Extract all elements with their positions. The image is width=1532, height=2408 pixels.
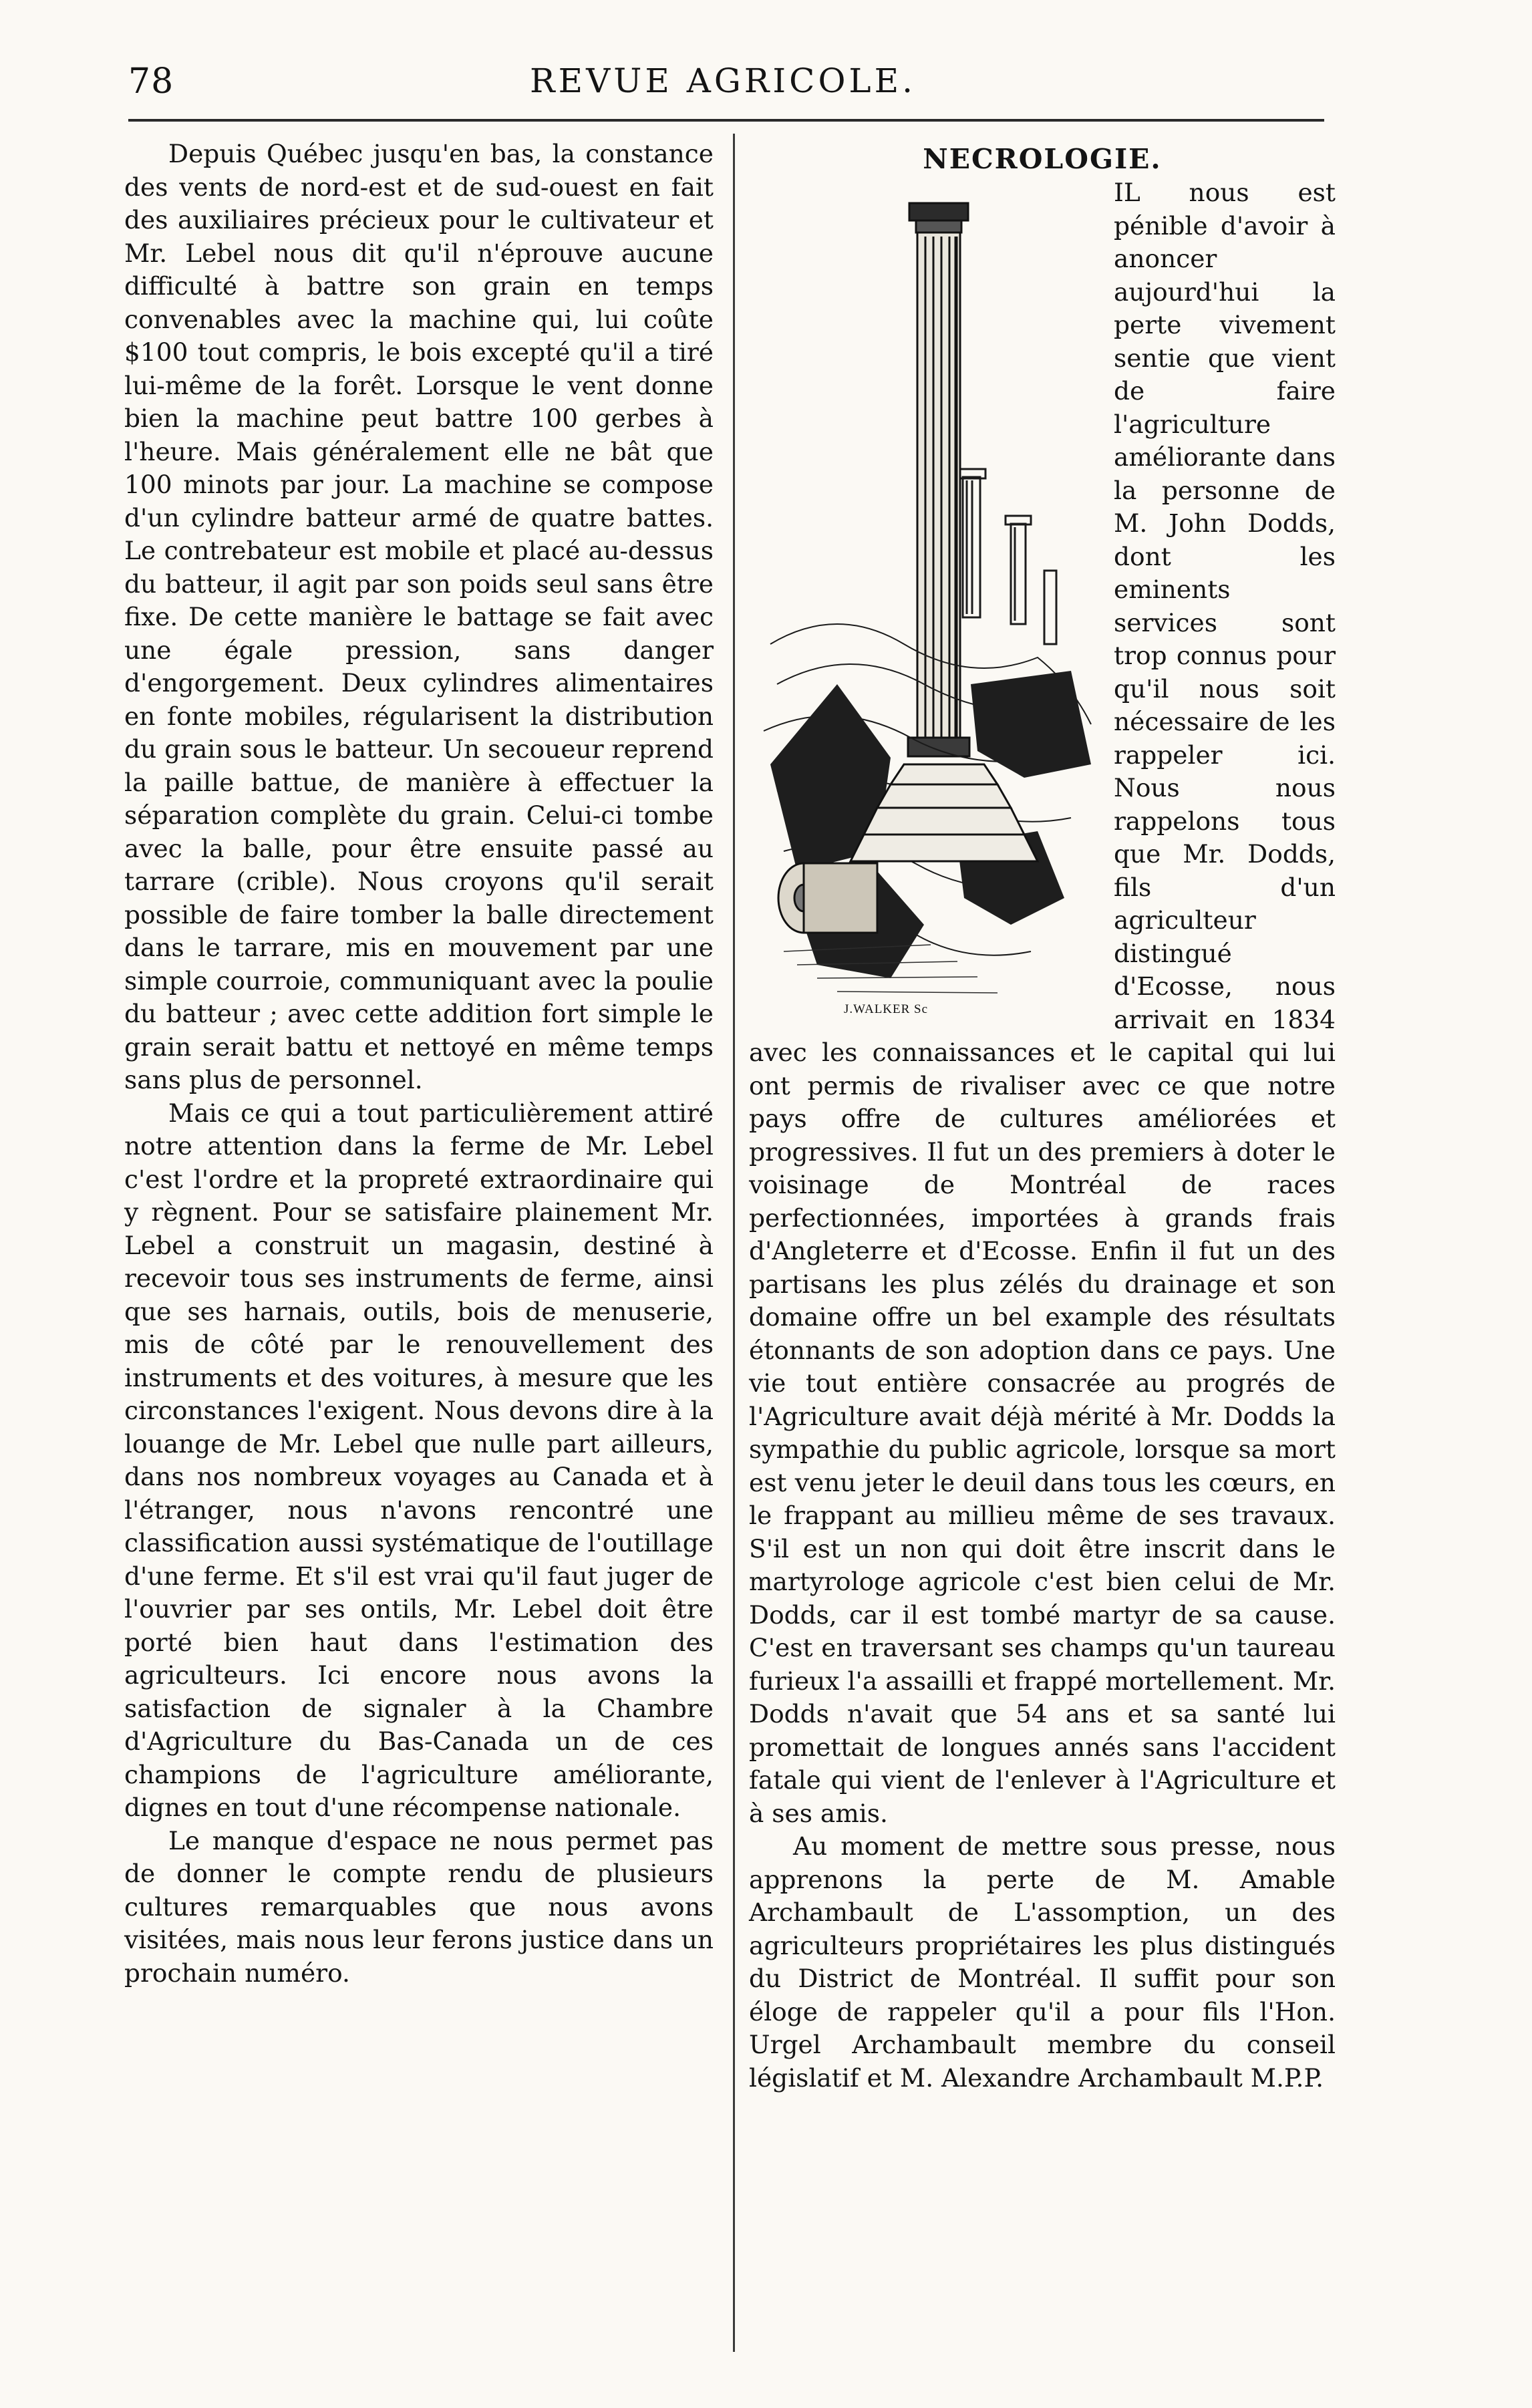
page-number: 78 <box>128 61 174 102</box>
running-title: REVUE AGRICOLE. <box>529 61 917 100</box>
ruined-column-engraving-icon <box>757 176 1098 1020</box>
left-column <box>124 138 714 1990</box>
article-paragraph: IL nous est pénible d'avoir à anoncer aujourd'hui la perte vivement sentie que vient de faire l'agriculture améliorante dans la personne de M. John Dodds, dont les eminents services sont trop connus pour qu'il nous soit nécessaire de les rappeler ici. Nous nous rappelons tous que Mr. Dodds, fils d'un agriculteur distingué d'Ecosse, nous arrivait en 1834 avec les connaissances et le capital qui lui ont permis de rivaliser avec ce que notre pays offre de cultures améliorées et progressives. Il fut un des premiers à doter le voisinage de Montréal de races perfectionnées, importées à grands frais d'Angleterre et d'Ecosse. Enfin il fut un des partisans les plus zélés du drainage et son domaine offre un bel example des résultats étonnants de son adoption dans ce pays. Une vie tout entière consacrée au progrés de l'Agriculture avait déjà mérité à Mr. Dodds la sympathie du public agricole, lorsque sa mort est venu jeter le deuil dans tous les cœurs, en le frappant au millieu même de ses travaux. S'il est un non qui doit être inscrit dans le martyrologe agricole c'est bien celui de Mr. Dodds, car il est tombé martyr de sa cause. C'est en traversant ses champs qu'un taureau furieux l'a assailli et frappé mortellement. Mr. Dodds n'avait que 54 ans et sa santé lui promettait de longues annés sans l'accident fatale qui vient de l'enlever à l'Agriculture et à ses amis. <box>749 178 1336 1828</box>
article-paragraph: Depuis Québec jusqu'en bas, la constance des vents de nord-est et de sud-ouest en fait des auxiliaires précieux pour le cultivateur et Mr. Lebel nous dit qu'il n'éprouve aucune difficulté à battre son grain en temps convenables avec la machine qui, lui coûte $100 tout compris, le bois excepté qu'il a tiré lui-même de la forêt. Lorsque le vent donne bien la machine peut battre 100 gerbes à l'heure. Mais généralement elle ne bât que 100 minots par jour. La machine se compose d'un cylindre batteur armé de quatre battes. Le contrebateur est mobile et placé au-dessus du batteur, il agit par son poids seul sans être fixe. De cette manière le battage se fait avec une égale pression, sans danger d'engorgement. Deux cylindres alimentaires en fonte mobiles, régularisent la distribution du grain sous le batteur. Un secoueur reprend la paille battue, de manière à effectuer la séparation complète du grain. Celui-ci tombe avec la balle, pour être ensuite passé au tarrare (crible). Nous croyons qu'il serait possible de faire tomber la balle directement dans le tarrare, mis en mouvement par une simple courroie, communiquant avec la poulie du batteur ; avec cette addition fort simple le grain serait battu et nettoyé en même temps sans plus de personnel. <box>124 139 714 1094</box>
column-divider <box>733 134 735 2352</box>
article-paragraph: Mais ce qui a tout particulièrement attiré notre attention dans la ferme de Mr. Lebel c'est l'ordre et la propreté extraordinaire qui y règnent. Pour se satisfaire plainement Mr. Lebel a construit un magasin, destiné à recevoir tous ses instruments de ferme, ainsi que ses harnais, outils, bois de menuserie, mis de côté par le renouvellement des instruments et des voitures, à mesure que les circonstances l'exigent. Nous devons dire à la louange de Mr. Lebel que nulle part ailleurs, dans nos nombreux voyages au Canada et à l'étranger, nous n'avons rencontré une classification aussi systématique de l'outillage d'une ferme. Et s'il est vrai qu'il faut juger de l'ouvrier par ses ontils, Mr. Lebel doit être porté bien haut dans l'estimation des agriculteurs. Ici encore nous avons la satisfaction de signaler à la Chambre d'Agriculture du Bas-Canada un de ces champions de l'agriculture améliorante, dignes en tout d'une récompense nationale. <box>124 1098 714 1822</box>
section-title: NECROLOGIE. <box>923 143 1162 175</box>
engraver-signature: J.WALKER Sc <box>844 1002 929 1016</box>
right-column <box>749 138 1336 2095</box>
header-rule <box>128 119 1324 122</box>
article-paragraph: Au moment de mettre sous presse, nous apprenons la perte de M. Amable Archambault de L'assomption, un des agriculteurs propriétaires les plus distingués du District de Montréal. Il suffit pour son éloge de rappeler qu'il a pour fils l'Hon. Urgel Archambault membre du conseil législatif et M. Alexandre Archambault M.P.P. <box>749 1831 1336 2093</box>
article-paragraph: Le manque d'espace ne nous permet pas de donner le compte rendu de plusieurs cultures remarquables que nous avons visitées, mais nous leur ferons justice dans un prochain numéro. <box>124 1825 714 1988</box>
page-header <box>128 61 1318 110</box>
